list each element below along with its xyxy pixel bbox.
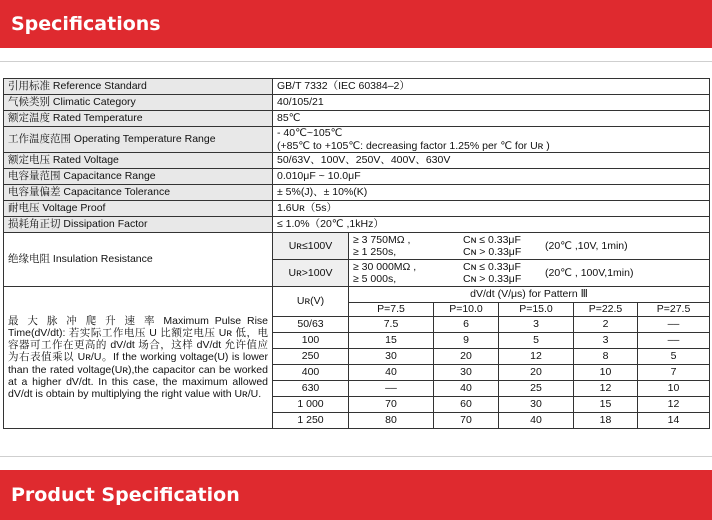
insulation-row [4,233,710,260]
spec-row-dissipation-factor [4,217,710,233]
ur-value: 630 [273,381,349,397]
insulation-capacitance-condition: Cɴ > 0.33μF [463,273,522,285]
insulation-test-condition: (20℃ , 100V,1min) [545,266,634,279]
spec-value: 85℃ [273,111,710,127]
spec-value: 40/105/21 [273,95,710,111]
dvdt-value: 40 [499,413,574,429]
dvdt-value: 80 [349,413,434,429]
spec-value: ≤ 1.0%（20℃ ,1kHz） [273,217,710,233]
ur-header: Uʀ(V) [273,287,349,317]
spec-value: ± 5%(J)、± 10%(K) [273,185,710,201]
ur-value: 400 [273,365,349,381]
insulation-capacitance-condition: Cɴ > 0.33μF [463,246,522,258]
product-specification-banner [0,470,712,520]
insulation-voltage: Uʀ>100V [273,260,349,287]
insulation-capacitance-condition: Cɴ ≤ 0.33μF [463,260,521,273]
dvdt-value: 20 [499,365,574,381]
spec-value [273,127,710,153]
spec-row-rated-voltage [4,153,710,169]
dvdt-value: 30 [499,397,574,413]
spec-row-rated-temperature [4,111,710,127]
insulation-voltage: Uʀ≤100V [273,233,349,260]
spec-label: 工作温度范围 Operating Temperature Range [4,127,273,153]
dvdt-value: 70 [349,397,434,413]
dvdt-value: 30 [434,365,499,381]
ur-value: 250 [273,349,349,365]
insulation-values [349,233,710,260]
spec-label: 引用标准 Reference Standard [4,79,273,95]
dvdt-value: 14 [638,413,710,429]
spec-label: 电容量偏差 Capacitance Tolerance [4,185,273,201]
dvdt-value: 9 [434,333,499,349]
insulation-test-condition: (20℃ ,10V, 1min) [545,239,628,252]
specifications-banner [0,0,712,48]
insulation-resistance-value: ≥ 30 000MΩ , [353,260,417,273]
dvdt-value: 7 [638,365,710,381]
dvdt-value: 40 [349,365,434,381]
insulation-label: 绝缘电阻 Insulation Resistance [4,233,273,287]
spec-label: 气候类别 Climatic Category [4,95,273,111]
spec-value: 50/63V、100V、250V、400V、630V [273,153,710,169]
dvdt-value: 18 [574,413,638,429]
dvdt-value: 70 [434,413,499,429]
dvdt-value: 15 [349,333,434,349]
specifications-title: Specifications [11,13,161,35]
dvdt-value: 5 [499,333,574,349]
insulation-values [349,260,710,287]
dvdt-value: 3 [574,333,638,349]
dvdt-value: 6 [434,317,499,333]
insulation-resistance-value: ≥ 3 750MΩ , [353,233,411,246]
dvdt-value: 8 [574,349,638,365]
pitch-header: P=27.5 [638,303,710,317]
spec-value: GB/T 7332（IEC 60384–2） [273,79,710,95]
product-specification-title: Product Specification [11,484,240,506]
dvdt-value: 3 [499,317,574,333]
ur-value: 1 250 [273,413,349,429]
spec-value-line: (+85℃ to +105℃: decreasing factor 1.25% per ℃ for Uʀ ) [277,139,550,152]
spec-row-capacitance-tolerance [4,185,710,201]
pulse-description: 最 大 脉 冲 爬 升 速 率 Maximum Pulse Rise Time(dV/dt): 若实际工作电压 U 比额定电压 Uʀ 低，电容器可工作在更高的 dV/dt 场合，这样 dV/dt 允许值应为右表值乘以 Uʀ/U。If the working voltage(U) is lower than the rated voltage(Uʀ),the capacitor can be worked at a higher dV/dt. In this case, the maximum allowed dV/dt is obtain by multiplying the right value with Uʀ/U. [4,287,273,429]
spec-label: 损耗角正切 Dissipation Factor [4,217,273,233]
dvdt-value: 12 [574,381,638,397]
dvdt-value: 2 [574,317,638,333]
dvdt-value: 10 [574,365,638,381]
pattern-header: dV/dt (V/μs) for Pattern Ⅲ [349,287,710,303]
dvdt-value: 30 [349,349,434,365]
insulation-resistance-value: ≥ 5 000s, [353,273,397,285]
spec-value: 0.010μF ~ 10.0μF [273,169,710,185]
dvdt-value: –– [638,317,710,333]
dvdt-value: 5 [638,349,710,365]
spec-label: 耐电压 Voltage Proof [4,201,273,217]
pulse-header-row [4,287,710,303]
insulation-resistance-value: ≥ 1 250s, [353,246,397,258]
dvdt-value: 12 [638,397,710,413]
ur-value: 50/63 [273,317,349,333]
spec-row-capacitance-range [4,169,710,185]
ur-value: 1 000 [273,397,349,413]
dvdt-value: 10 [638,381,710,397]
spec-row-operating-temperature [4,127,710,153]
pitch-header: P=7.5 [349,303,434,317]
dvdt-value: 15 [574,397,638,413]
dvdt-value: 12 [499,349,574,365]
spec-label: 额定温度 Rated Temperature [4,111,273,127]
spec-value-line: - 40℃~105℃ [277,127,343,140]
pitch-header: P=10.0 [434,303,499,317]
dvdt-value: 20 [434,349,499,365]
spec-label: 额定电压 Rated Voltage [4,153,273,169]
spec-row-reference-standard [4,79,710,95]
pitch-header: P=22.5 [574,303,638,317]
ur-value: 100 [273,333,349,349]
dvdt-value: 25 [499,381,574,397]
pitch-header: P=15.0 [499,303,574,317]
dvdt-value: –– [349,381,434,397]
divider [0,456,712,457]
spec-label: 电容量范围 Capacitance Range [4,169,273,185]
divider [0,61,712,62]
dvdt-value: 40 [434,381,499,397]
dvdt-value: –– [638,333,710,349]
dvdt-value: 60 [434,397,499,413]
insulation-capacitance-condition: Cɴ ≤ 0.33μF [463,233,521,246]
spec-value: 1.6Uʀ（5s） [273,201,710,217]
spec-row-voltage-proof [4,201,710,217]
specification-table [3,78,710,429]
spec-row-climatic-category [4,95,710,111]
dvdt-value: 7.5 [349,317,434,333]
